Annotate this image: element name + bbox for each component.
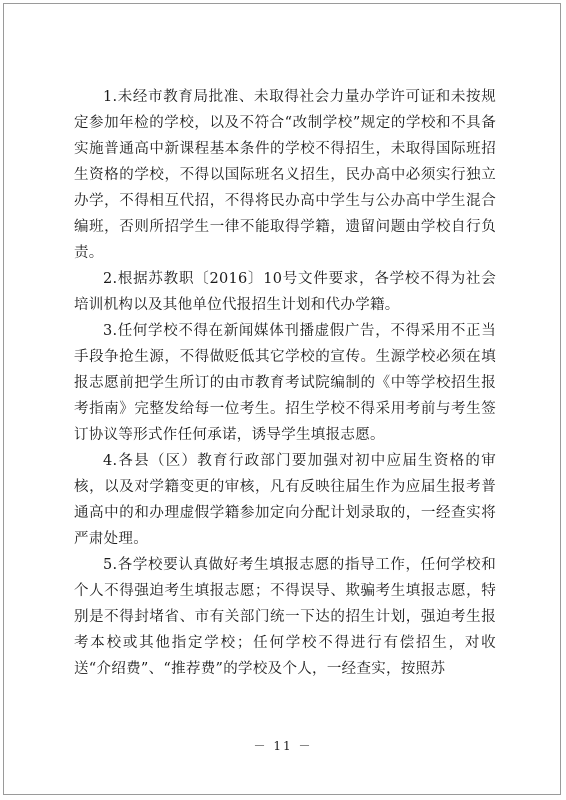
- page-number: － 11 －: [253, 739, 313, 753]
- paragraph-2: 2.根据苏教职〔2016〕10号文件要求，各学校不得为社会培训机构以及其他单位代报招生计划和代办学籍。: [74, 271, 496, 313]
- paragraph-4: 4.各县（区）教育行政部门要加强对初中应届生资格的审核，以及对学籍变更的审核，凡有反映往届生作为应届生报考普通高中的和办理虚假学籍参加定向分配计划录取的，一经查实将严肃处理。: [74, 453, 496, 547]
- paragraph-1: 1.未经市教育局批准、未取得社会力量办学许可证和未按规定参加年检的学校，以及不符合“改制学校”规定的学校和不具备实施普通高中新课程基本条件的学校不得招生，未取得国际班招生资格的学校，不得以国际班名义招生，民办高中必须实行独立办学，不得相互代招，不得将民办高中学生与公办高中学生混合编班，否则所招学生一律不能取得学籍，遗留问题由学校自行负责。: [74, 89, 496, 261]
- document-body: [74, 84, 496, 682]
- paragraph-5: 5.各学校要认真做好考生填报志愿的指导工作，任何学校和个人不得强迫考生填报志愿；不得误导、欺骗考生填报志愿，特别是不得封堵省、市有关部门统一下达的招生计划，强迫考生报考本校或其他指定学校；任何学校不得进行有偿招生，对收送“介绍费”、“推荐费”的学校及个人，一经查实，按照苏: [74, 557, 496, 677]
- paragraph-3: 3.任何学校不得在新闻媒体刊播虚假广告，不得采用不正当手段争抢生源，不得做贬低其它学校的宣传。生源学校必须在填报志愿前把学生所订的由市教育考试院编制的《中等学校招生报考指南》完整发给每一位考生。招生学校不得采用考前与考生签订协议等形式作任何承诺，诱导学生填报志愿。: [74, 323, 496, 443]
